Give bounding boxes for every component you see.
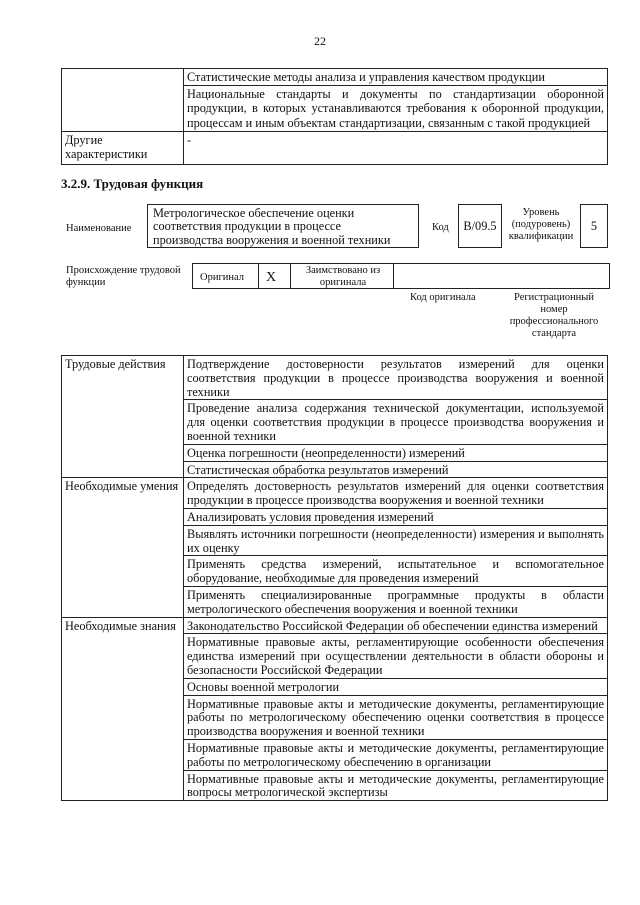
table-row bbox=[62, 131, 608, 164]
row-label bbox=[62, 69, 184, 132]
qualification-level: 5 bbox=[580, 204, 608, 248]
table-row bbox=[62, 478, 608, 509]
table-row bbox=[62, 69, 608, 86]
group-label: Необходимые умения bbox=[62, 478, 184, 617]
table-cell: Определять достоверность результатов измерений для оценки соответствия продукции в процессе производства вооружения и военной техники bbox=[184, 478, 608, 509]
code-label: Код bbox=[432, 222, 449, 233]
table-cell: Проведение анализа содержания технической документации, используемой для оценки соответствия продукции в процессе производства вооружения и военной техники bbox=[184, 400, 608, 444]
function-name: Метрологическое обеспечение оценки соответствия продукции в процессе производства вооружения и военной техники bbox=[147, 204, 419, 248]
row-text: - bbox=[184, 131, 608, 164]
table-cell: Статистическая обработка результатов измерений bbox=[184, 461, 608, 478]
row-text: Национальные стандарты и документы по стандартизации оборонной продукции, в которых устанавливаются требования к оборонной продукции, процессам и иным объектам стандартизации, связанным с такой продукцией bbox=[184, 86, 608, 132]
page-number: 22 bbox=[314, 34, 326, 48]
table-row bbox=[62, 617, 608, 634]
original-label: Оригинал bbox=[200, 272, 244, 283]
code-original-caption: Код оригинала bbox=[410, 292, 476, 303]
table-cell: Основы военной метрологии bbox=[184, 678, 608, 695]
origin-box bbox=[192, 263, 610, 289]
section-title: 3.2.9. Трудовая функция bbox=[61, 176, 204, 191]
table-cell: Нормативные правовые акты, регламентирующие особенности обеспечения единства измерений при осуществлении деятельности в области обороны и безопасности Российской Федерации bbox=[184, 634, 608, 678]
group-label: Необходимые знания bbox=[62, 617, 184, 801]
table-cell: Анализировать условия проведения измерений bbox=[184, 508, 608, 525]
function-details-table bbox=[61, 355, 608, 801]
divider bbox=[290, 263, 291, 289]
table-row bbox=[62, 356, 608, 400]
table-cell: Применять специализированные программные продукты в области метрологического обеспечения вооружения и военной техники bbox=[184, 586, 608, 617]
table-cell: Подтверждение достоверности результатов измерений для оценки соответствия продукции в процессе производства вооружения и военной техники bbox=[184, 356, 608, 400]
table-cell: Нормативные правовые акты и методические документы, регламентирующие работы по метрологическому обеспечению оценки соответствия в процессе производства вооружения и военной техники bbox=[184, 695, 608, 739]
origin-label: Происхождение трудовой функции bbox=[66, 265, 181, 288]
table-cell: Нормативные правовые акты и методические документы, регламентирующие вопросы метрологической экспертизы bbox=[184, 770, 608, 801]
name-label: Наименование bbox=[66, 223, 132, 234]
group-label: Трудовые действия bbox=[62, 356, 184, 478]
table-cell: Оценка погрешности (неопределенности) измерений bbox=[184, 444, 608, 461]
table-cell: Выявлять источники погрешности (неопределенности) измерения и выполнять их оценку bbox=[184, 525, 608, 556]
row-label: Другие характеристики bbox=[62, 131, 184, 164]
registration-caption: Регистрационный номер профессионального стандарта bbox=[509, 292, 599, 339]
divider bbox=[258, 263, 259, 289]
borrowed-label: Заимствовано из оригинала bbox=[305, 265, 381, 288]
characteristics-table bbox=[61, 68, 608, 165]
function-code: B/09.5 bbox=[458, 204, 502, 248]
table-cell: Применять средства измерений, испытательное и вспомогательное оборудование, необходимые для проведения измерений bbox=[184, 556, 608, 587]
row-text: Статистические методы анализа и управления качеством продукции bbox=[184, 69, 608, 86]
table-cell: Нормативные правовые акты и методические документы, регламентирующие работы по метрологическому обеспечению в организации bbox=[184, 739, 608, 770]
level-label: Уровень (подуровень) квалификации bbox=[508, 207, 574, 242]
original-mark: X bbox=[266, 270, 277, 285]
table-cell: Законодательство Российской Федерации об обеспечении единства измерений bbox=[184, 617, 608, 634]
divider bbox=[393, 263, 394, 289]
